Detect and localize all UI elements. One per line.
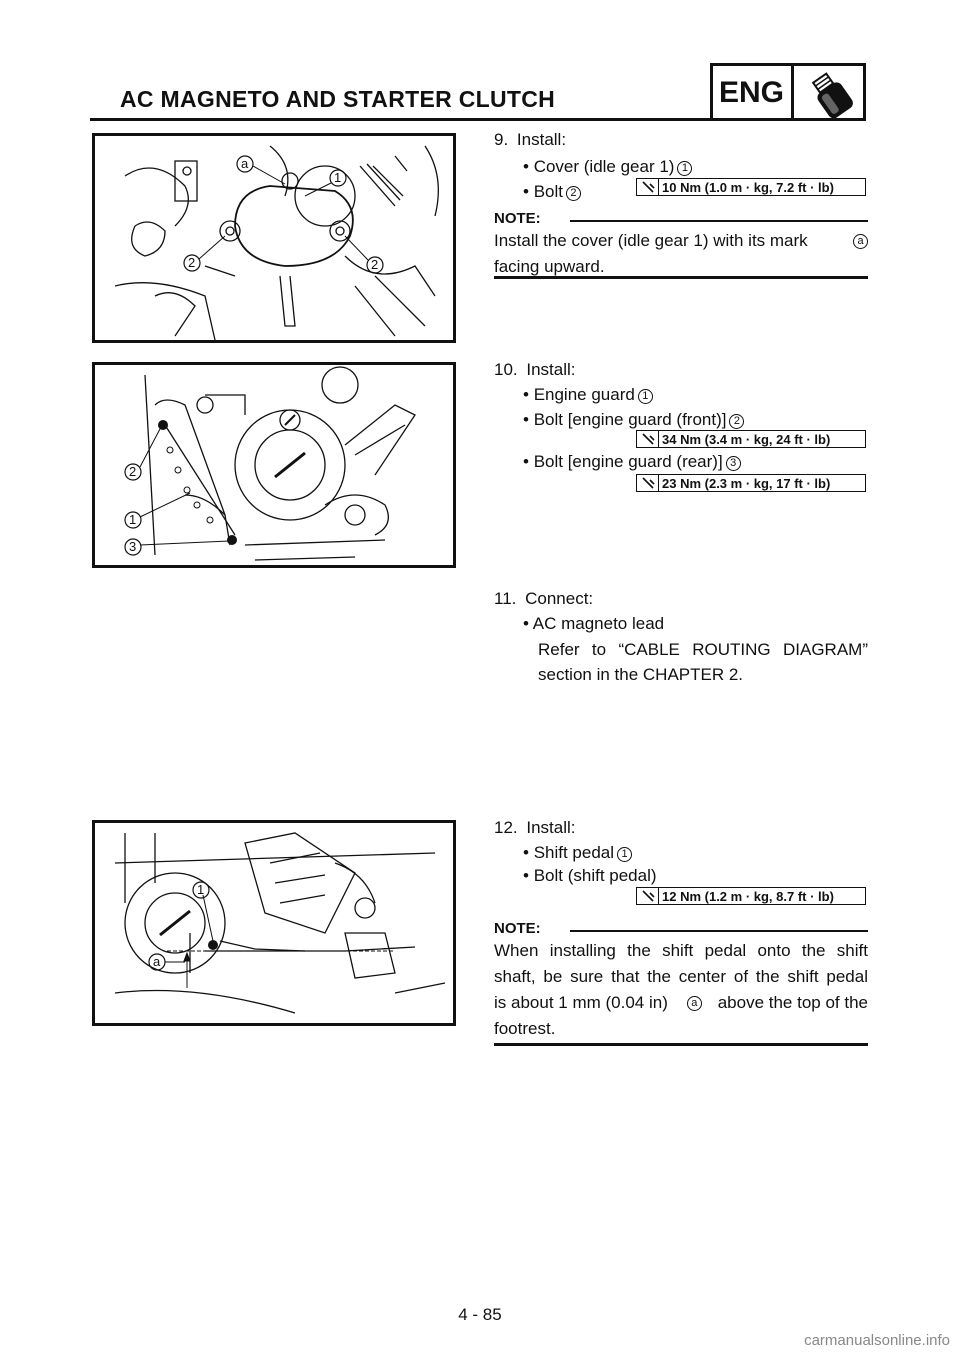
note-label: NOTE:	[494, 920, 541, 937]
step-9-item-2-text: Bolt	[533, 182, 563, 201]
note-body-step-12	[494, 938, 868, 1042]
figure2-label-1: 1	[129, 512, 137, 527]
note-rule	[570, 220, 868, 222]
step-12-item-2-text: Bolt (shift pedal)	[533, 866, 657, 885]
watermark: carmanualsonline.info	[804, 1332, 950, 1349]
step-12-action: Install:	[526, 818, 576, 837]
torque-spec-box	[636, 474, 866, 492]
step-12-number: 12.	[494, 818, 518, 837]
figure1-label-a: a	[241, 156, 249, 171]
figure3-label-1: 1	[197, 882, 205, 897]
step-12-item-1: • Shift pedal 1	[523, 843, 632, 863]
ref-a: a	[853, 234, 868, 249]
note-end-rule	[494, 1043, 868, 1046]
step-10-item-2-text: Bolt [engine guard (front)]	[533, 410, 727, 429]
page-header-title: AC MAGNETO AND STARTER CLUTCH	[120, 86, 556, 112]
step-11-reference	[538, 637, 868, 687]
note-text-line-1: Install the cover (idle gear 1) with its mark	[494, 231, 808, 250]
step-9-item-1-text: Cover (idle gear 1)	[533, 157, 675, 176]
torque-value: 12 Nm (1.2 m · kg, 8.7 ft · lb)	[662, 888, 834, 904]
ref-1: 1	[617, 847, 632, 862]
step-10-action: Install:	[526, 360, 576, 379]
step-9-number: 9.	[494, 130, 509, 149]
figure3-label-a: a	[153, 954, 161, 969]
figure-idle-gear-cover	[92, 133, 456, 343]
step-10-item-2: • Bolt [engine guard (front)] 2	[523, 410, 744, 430]
reference-line-2: section in the CHAPTER 2.	[538, 665, 744, 684]
step-11-item-1-text: AC magneto lead	[532, 614, 665, 633]
ref-3: 3	[726, 456, 741, 471]
note-rule	[570, 930, 868, 932]
ref-2: 2	[566, 186, 581, 201]
torque-wrench-icon	[637, 431, 659, 447]
note-end-rule	[494, 276, 868, 279]
figure2-label-3: 3	[129, 539, 137, 554]
shift-pedal-illustration	[95, 823, 453, 1023]
step-10-number: 10.	[494, 360, 518, 379]
step-9-item-1: • Cover (idle gear 1) 1	[523, 157, 692, 177]
step-10-item-3: • Bolt [engine guard (rear)] 3	[523, 452, 741, 472]
badge-divider	[791, 66, 794, 118]
torque-wrench-icon	[637, 888, 659, 904]
reference-line-1: Refer to “CABLE ROUTING DIAGRAM”	[538, 640, 868, 659]
step-10-heading	[494, 360, 576, 380]
note-line-2: shaft, be sure that the center of the shift pedal	[494, 967, 868, 986]
step-12-item-1-text: Shift pedal	[533, 843, 615, 862]
figure1-label-2-left: 2	[188, 255, 196, 270]
torque-spec-box	[636, 430, 866, 448]
ref-a: a	[687, 996, 702, 1011]
note-line-3a: is about 1 mm (0.04 in)	[494, 993, 668, 1012]
header-rule	[90, 118, 710, 121]
wrench-socket-icon	[801, 70, 863, 118]
step-11-number: 11.	[494, 589, 517, 608]
figure1-label-2-right: 2	[371, 257, 379, 272]
torque-value: 10 Nm (1.0 m · kg, 7.2 ft · lb)	[662, 179, 834, 195]
step-10-item-1-text: Engine guard	[533, 385, 635, 404]
note-line-1: When installing the shift pedal onto the shift	[494, 941, 868, 960]
note-line-4: footrest.	[494, 1019, 556, 1038]
step-11-heading	[494, 589, 593, 609]
step-11-action: Connect:	[525, 589, 594, 608]
figure-shift-pedal	[92, 820, 456, 1026]
section-badge-label: ENG	[719, 76, 785, 109]
step-12-item-2: • Bolt (shift pedal)	[523, 866, 657, 885]
ref-1: 1	[677, 161, 692, 176]
figure-engine-guard	[92, 362, 456, 568]
idle-gear-cover-illustration	[95, 136, 453, 340]
torque-spec-box	[636, 178, 866, 196]
figure1-label-1: 1	[334, 170, 342, 185]
step-9-heading	[494, 130, 566, 150]
step-10-item-1: • Engine guard 1	[523, 385, 653, 405]
section-badge	[710, 63, 866, 121]
page-number: 4 - 85	[458, 1305, 502, 1324]
note-label: NOTE:	[494, 210, 541, 227]
engine-guard-illustration	[95, 365, 453, 565]
ref-2: 2	[729, 414, 744, 429]
torque-value: 34 Nm (3.4 m · kg, 24 ft · lb)	[662, 431, 831, 447]
note-body-step-9	[494, 228, 868, 280]
step-10-item-3-text: Bolt [engine guard (rear)]	[533, 452, 723, 471]
step-9-item-2: • Bolt 2	[523, 182, 581, 202]
torque-wrench-icon	[637, 475, 659, 491]
note-text-line-2: facing upward.	[494, 257, 605, 276]
step-12-heading	[494, 818, 576, 838]
torque-spec-box	[636, 887, 866, 905]
ref-1: 1	[638, 389, 653, 404]
note-line-3b: above the top of the	[717, 993, 868, 1012]
step-11-item-1: • AC magneto lead	[523, 614, 665, 633]
torque-wrench-icon	[637, 179, 659, 195]
step-9-action: Install:	[516, 130, 567, 149]
figure2-label-2: 2	[129, 464, 137, 479]
torque-value: 23 Nm (2.3 m · kg, 17 ft · lb)	[662, 475, 831, 491]
